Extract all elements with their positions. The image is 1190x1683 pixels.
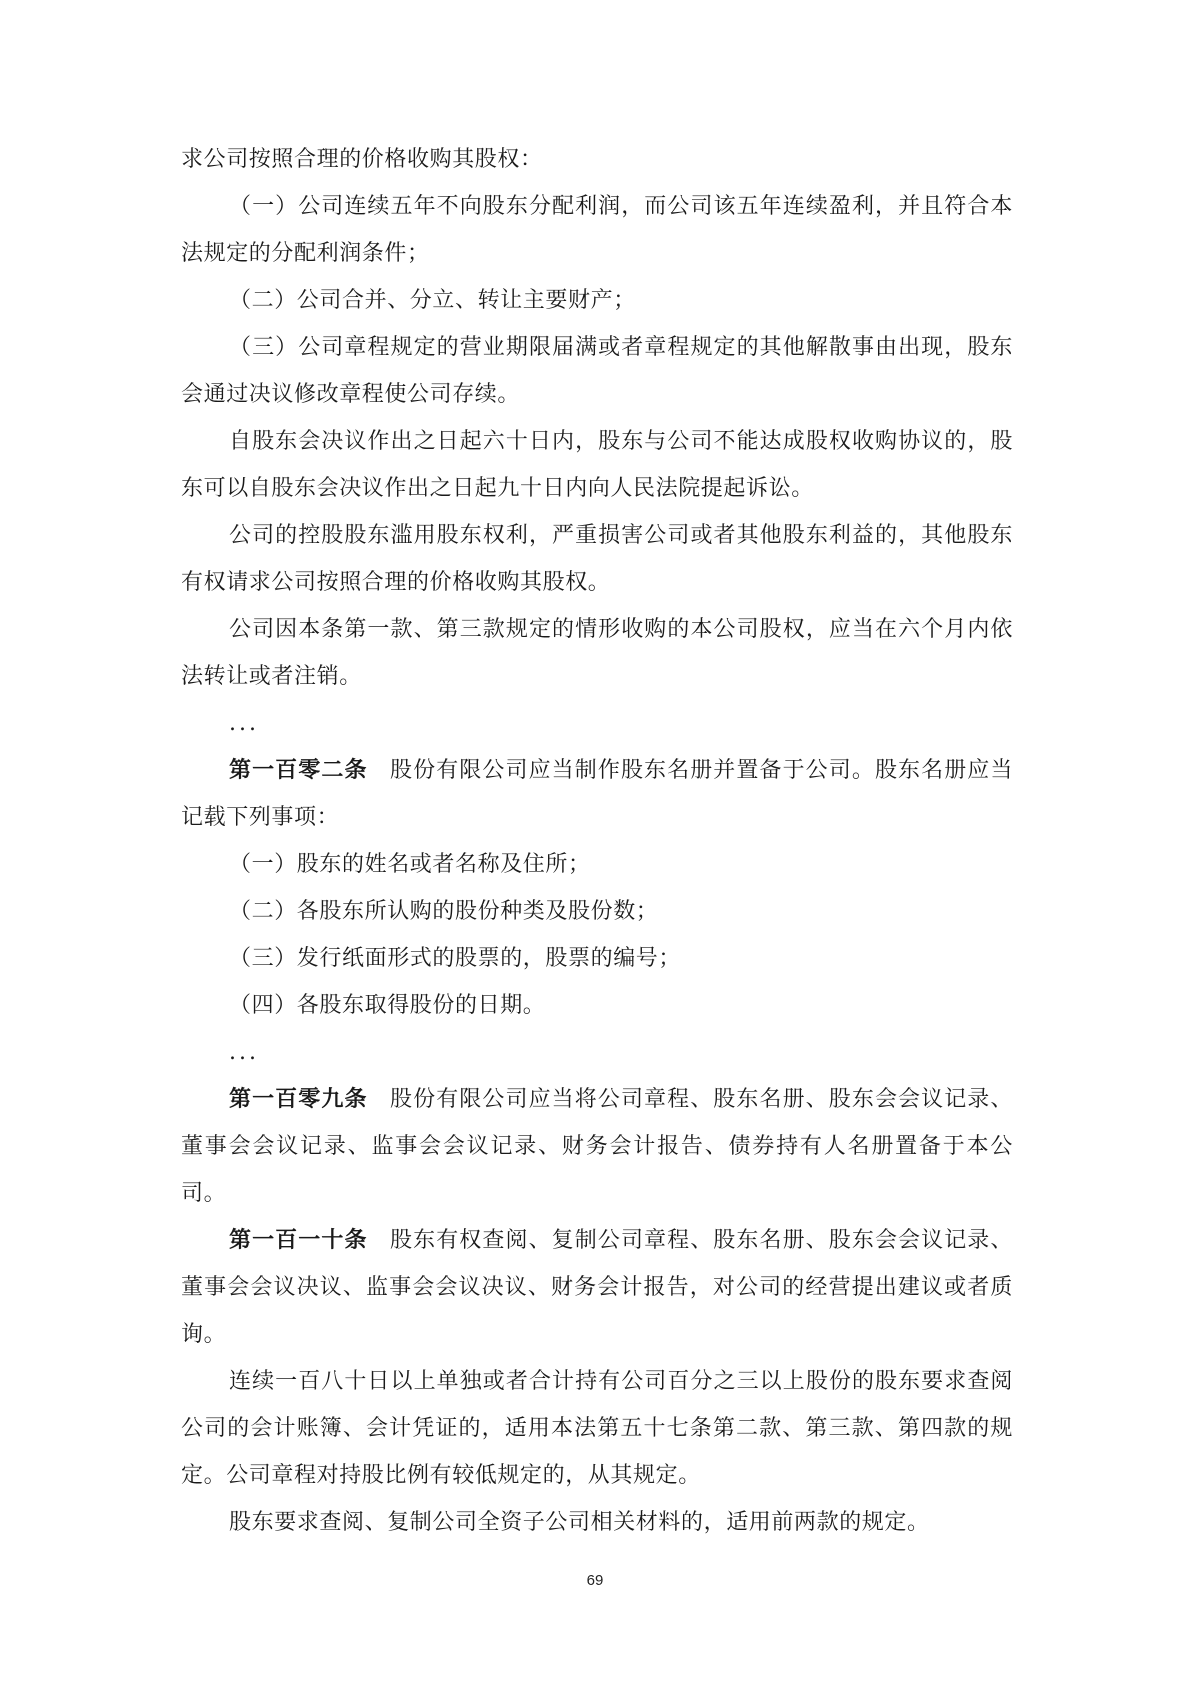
article-body: 股东有权查阅、复制公司章程、股东名册、股东会会议记录、董事会会议决议、监事会会议决议、财务会计报告，对公司的经营提出建议或者质询。 <box>181 1228 1013 1347</box>
list-item: （一）公司连续五年不向股东分配利润，而公司该五年连续盈利，并且符合本法规定的分配利润条件； <box>181 194 1013 266</box>
list-item: （二）公司合并、分立、转让主要财产； <box>229 288 636 313</box>
page-number: 69 <box>586 1572 604 1589</box>
article-110 <box>181 1217 1013 1358</box>
ellipsis: ... <box>229 1040 259 1065</box>
paragraph: 自股东会决议作出之日起六十日内，股东与公司不能达成股权收购协议的，股东可以自股东会决议作出之日起九十日内向人民法院提起诉讼。 <box>181 429 1013 501</box>
list-item: （四）各股东取得股份的日期。 <box>229 993 546 1018</box>
paragraph: 求公司按照合理的价格收购其股权： <box>181 147 543 172</box>
article-title: 第一百零九条 <box>229 1087 368 1112</box>
list-item: （三）公司章程规定的营业期限届满或者章程规定的其他解散事由出现，股东会通过决议修改章程使公司存续。 <box>181 335 1013 407</box>
article-body: 股份有限公司应当制作股东名册并置备于公司。股东名册应当记载下列事项： <box>181 758 1013 830</box>
ellipsis: ... <box>229 711 259 736</box>
article-102 <box>181 747 1013 841</box>
list-item: （二）各股东所认购的股份种类及股份数； <box>229 899 659 924</box>
list-item: （一）股东的姓名或者名称及住所； <box>229 852 591 877</box>
article-title: 第一百零二条 <box>229 758 368 783</box>
list-item: （三）发行纸面形式的股票的，股票的编号； <box>229 946 682 971</box>
article-body: 股份有限公司应当将公司章程、股东名册、股东会会议记录、董事会会议记录、监事会会议记录、财务会计报告、债券持有人名册置备于本公司。 <box>181 1087 1013 1206</box>
paragraph: 公司的控股股东滥用股东权利，严重损害公司或者其他股东利益的，其他股东有权请求公司按照合理的价格收购其股权。 <box>181 523 1013 595</box>
document-body <box>181 136 1013 1546</box>
paragraph: 公司因本条第一款、第三款规定的情形收购的本公司股权，应当在六个月内依法转让或者注销。 <box>181 617 1013 689</box>
article-title: 第一百一十条 <box>229 1228 368 1253</box>
article-109 <box>181 1076 1013 1217</box>
paragraph: 股东要求查阅、复制公司全资子公司相关材料的，适用前两款的规定。 <box>229 1510 930 1535</box>
paragraph: 连续一百八十日以上单独或者合计持有公司百分之三以上股份的股东要求查阅公司的会计账簿、会计凭证的，适用本法第五十七条第二款、第三款、第四款的规定。公司章程对持股比例有较低规定的，从其规定。 <box>181 1369 1013 1488</box>
